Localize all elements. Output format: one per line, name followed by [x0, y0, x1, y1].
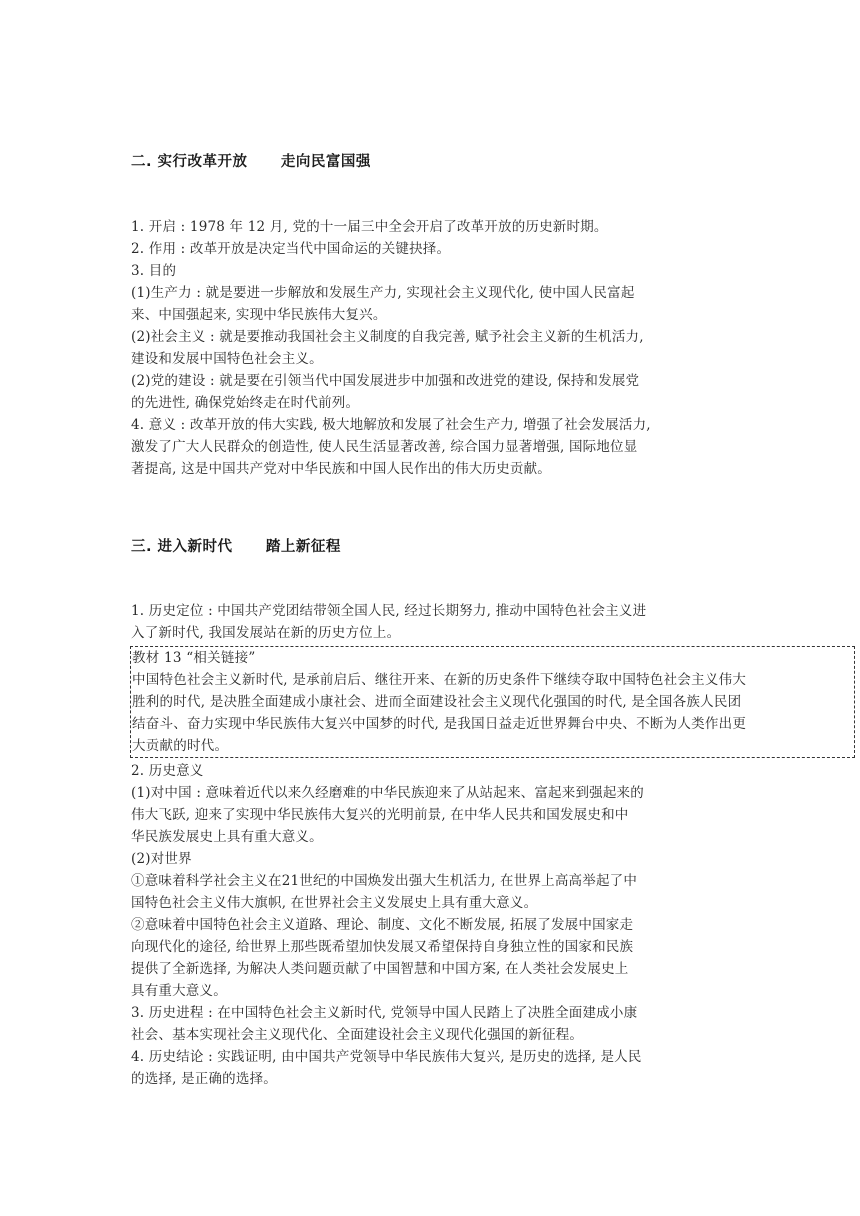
- paragraph-line: (1)对中国 : 意味着近代以来久经磨难的中华民族迎来了从站起来、富起来到强起来的: [131, 785, 644, 801]
- paragraph-line: 2. 历史意义: [131, 763, 204, 779]
- paragraph-line: 来、中国强起来, 实现中华民族伟大复兴。: [131, 307, 387, 323]
- paragraph-line: 伟大飞跃, 迎来了实现中华民族伟大复兴的光明前景, 在中华人民共和国发展史和中: [131, 807, 629, 823]
- paragraph-line: (2)社会主义 : 就是要推动我国社会主义制度的自我完善, 赋予社会主义新的生机活力,: [131, 329, 644, 345]
- paragraph-line: 4. 历史结论 : 实践证明, 由中国共产党领导中华民族伟大复兴, 是历史的选择, 是人民: [131, 1049, 642, 1065]
- paragraph-line: 的选择, 是正确的选择。: [131, 1071, 277, 1087]
- link-box-line: 结奋斗、奋力实现中华民族伟大复兴中国梦的时代, 是我国日益走近世界舞台中央、不断为人类作出更: [132, 716, 747, 732]
- paragraph-line: 向现代化的途径, 给世界上那些既希望加快发展又希望保持自身独立性的国家和民族: [131, 939, 634, 955]
- section-heading-new-era: 三. 进入新时代 踏上新征程: [131, 539, 341, 555]
- paragraph-line: 华民族发展史上具有重大意义。: [131, 829, 323, 845]
- section-heading-reform: 二. 实行改革开放 走向民富国强: [131, 154, 371, 170]
- paragraph-line: 2. 作用 : 改革开放是决定当代中国命运的关键抉择。: [131, 241, 451, 257]
- paragraph-line: 提供了全新选择, 为解决人类问题贡献了中国智慧和中国方案, 在人类社会发展史上: [131, 961, 629, 977]
- paragraph-line: 入了新时代, 我国发展站在新的历史方位上。: [131, 625, 401, 641]
- paragraph-line: 3. 历史进程 : 在中国特色社会主义新时代, 党领导中国人民踏上了决胜全面建成小康: [131, 1005, 638, 1021]
- paragraph-line: 1. 开启 : 1978 年 12 月, 党的十一届三中全会开启了改革开放的历史新时期。: [131, 219, 608, 235]
- paragraph-line: 国特色社会主义伟大旗帜, 在世界社会主义发展史上具有重大意义。: [131, 895, 538, 911]
- paragraph-line: (2)对世界: [131, 851, 192, 867]
- link-box-line: 胜利的时代, 是决胜全面建成小康社会、进而全面建设社会主义现代化强国的时代, 是全国各族人民团: [132, 694, 742, 710]
- link-box-line: 中国特色社会主义新时代, 是承前启后、继往开来、在新的历史条件下继续夺取中国特色社会主义伟大: [132, 672, 747, 688]
- section-intro-new-era: [131, 600, 736, 644]
- paragraph-line: ①意味着科学社会主义在21世纪的中国焕发出强大生机活力, 在世界上高高举起了中: [131, 873, 638, 889]
- paragraph-line: ②意味着中国特色社会主义道路、理论、制度、文化不断发展, 拓展了发展中国家走: [131, 917, 634, 933]
- paragraph-line: 1. 历史定位 : 中国共产党团结带领全国人民, 经过长期努力, 推动中国特色社会主义进: [131, 603, 647, 619]
- paragraph-line: 社会、基本实现社会主义现代化、全面建设社会主义现代化强国的新征程。: [131, 1027, 584, 1043]
- paragraph-line: 的先进性, 确保党始终走在时代前列。: [131, 395, 360, 411]
- paragraph-line: 4. 意义 : 改革开放的伟大实践, 极大地解放和发展了社会生产力, 增强了社会发展活力,: [131, 417, 651, 433]
- link-box-title: 教材 13 “相关链接”: [132, 650, 256, 666]
- paragraph-line: 著提高, 这是中国共产党对中华民族和中国人民作出的伟大历史贡献。: [131, 461, 551, 477]
- paragraph-line: 激发了广大人民群众的创造性, 使人民生活显著改善, 综合国力显著增强, 国际地位显: [131, 439, 638, 455]
- paragraph-line: 3. 目的: [131, 263, 177, 279]
- paragraph-line: (2)党的建设 : 就是要在引领当代中国发展进步中加强和改进党的建设, 保持和发展党: [131, 373, 640, 389]
- paragraph-line: (1)生产力 : 就是要进一步解放和发展生产力, 实现社会主义现代化, 使中国人民富起: [131, 285, 635, 301]
- paragraph-line: 建设和发展中国特色社会主义。: [131, 351, 323, 367]
- related-link-box: [130, 646, 855, 758]
- section-body-new-era: [131, 760, 736, 1090]
- section-body-reform: [131, 216, 736, 480]
- paragraph-line: 具有重大意义。: [131, 983, 227, 999]
- link-box-line: 大贡献的时代。: [132, 738, 229, 754]
